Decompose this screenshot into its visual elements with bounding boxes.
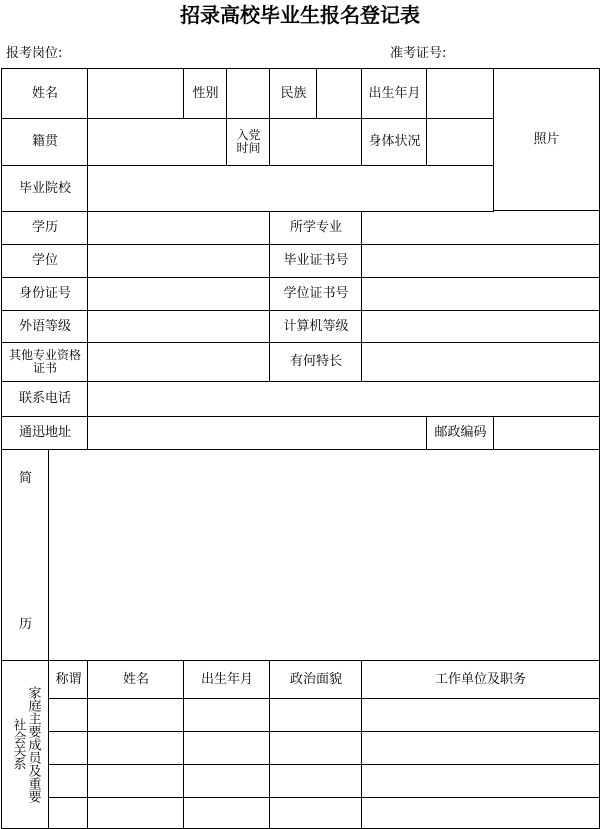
degree-value-cell[interactable] (87, 244, 270, 278)
native-place-label: 籍贯 (1, 118, 88, 166)
family-row-cell[interactable] (269, 797, 362, 829)
photo-box[interactable]: 照片 (493, 68, 600, 211)
family-row-cell[interactable] (183, 698, 270, 732)
language-level-label: 外语等级 (1, 310, 88, 343)
resume-label (1, 449, 49, 661)
major-label: 所学专业 (269, 211, 362, 245)
party-time-label: 入党时间 (226, 118, 270, 166)
family-header-workplace: 工作单位及职务 (361, 660, 600, 699)
family-row-cell[interactable] (87, 731, 184, 765)
family-row-cell[interactable] (361, 731, 600, 765)
resume-label-top: 简 (18, 471, 32, 486)
family-row-cell[interactable] (361, 797, 600, 829)
major-value-cell[interactable] (361, 211, 600, 245)
id-number-label: 身份证号 (1, 277, 88, 311)
name-label: 姓名 (1, 68, 88, 119)
family-row-cell[interactable] (269, 731, 362, 765)
family-header-political-status: 政治面貌 (269, 660, 362, 699)
gender-value-cell[interactable] (226, 68, 270, 119)
education-label: 学历 (1, 211, 88, 245)
specialty-value-cell[interactable] (361, 342, 600, 382)
party-time-value-cell[interactable] (269, 118, 362, 166)
health-label: 身体状况 (361, 118, 427, 166)
gender-label: 性别 (183, 68, 227, 119)
family-row-cell[interactable] (87, 797, 184, 829)
id-number-value-cell[interactable] (87, 277, 270, 311)
degree-label: 学位 (1, 244, 88, 278)
other-cert-label: 其他专业资格证书 (1, 342, 88, 382)
name-value-cell[interactable] (87, 68, 184, 119)
family-row-cell[interactable] (48, 698, 88, 732)
postcode-value-cell[interactable] (493, 416, 600, 450)
exam-number-label: 准考证号: (390, 46, 447, 61)
position-label: 报考岗位: (6, 46, 63, 61)
other-cert-value-cell[interactable] (87, 342, 270, 382)
resume-value-cell[interactable] (48, 449, 600, 661)
address-label: 通迅地址 (1, 416, 88, 450)
family-header-birth: 出生年月 (183, 660, 270, 699)
family-row-cell[interactable] (183, 797, 270, 829)
family-row-cell[interactable] (269, 764, 362, 798)
birth-value-cell[interactable] (426, 68, 494, 119)
phone-value-cell[interactable] (87, 381, 600, 417)
school-value-cell[interactable] (87, 165, 494, 212)
diploma-number-value-cell[interactable] (361, 244, 600, 278)
diploma-number-label: 毕业证书号 (269, 244, 362, 278)
family-row-cell[interactable] (269, 698, 362, 732)
phone-label: 联系电话 (1, 381, 88, 417)
family-row-cell[interactable] (183, 731, 270, 765)
family-section-label (1, 660, 49, 829)
school-label: 毕业院校 (1, 165, 88, 212)
family-header-relation: 称谓 (48, 660, 88, 699)
ethnicity-label: 民族 (269, 68, 317, 119)
degree-cert-number-value-cell[interactable] (361, 277, 600, 311)
family-section-label-text: 家庭主要成员及重要社会关系 (10, 685, 41, 803)
ethnicity-value-cell[interactable] (316, 68, 362, 119)
family-row-cell[interactable] (87, 764, 184, 798)
specialty-label: 有何特长 (269, 342, 362, 382)
family-row-cell[interactable] (48, 764, 88, 798)
family-row-cell[interactable] (183, 764, 270, 798)
family-row-cell[interactable] (48, 731, 88, 765)
family-row-cell[interactable] (361, 764, 600, 798)
family-row-cell[interactable] (87, 698, 184, 732)
form-title: 招录高校毕业生报名登记表 (180, 3, 420, 27)
address-value-cell[interactable] (87, 416, 427, 450)
computer-level-value-cell[interactable] (361, 310, 600, 343)
computer-level-label: 计算机等级 (269, 310, 362, 343)
education-value-cell[interactable] (87, 211, 270, 245)
health-value-cell[interactable] (426, 118, 494, 166)
degree-cert-number-label: 学位证书号 (269, 277, 362, 311)
language-level-value-cell[interactable] (87, 310, 270, 343)
family-header-name: 姓名 (87, 660, 184, 699)
postcode-label: 邮政编码 (426, 416, 494, 450)
family-row-cell[interactable] (48, 797, 88, 829)
native-place-value-cell[interactable] (87, 118, 227, 166)
birth-label: 出生年月 (361, 68, 427, 119)
family-row-cell[interactable] (361, 698, 600, 732)
resume-label-bottom: 历 (18, 617, 32, 632)
